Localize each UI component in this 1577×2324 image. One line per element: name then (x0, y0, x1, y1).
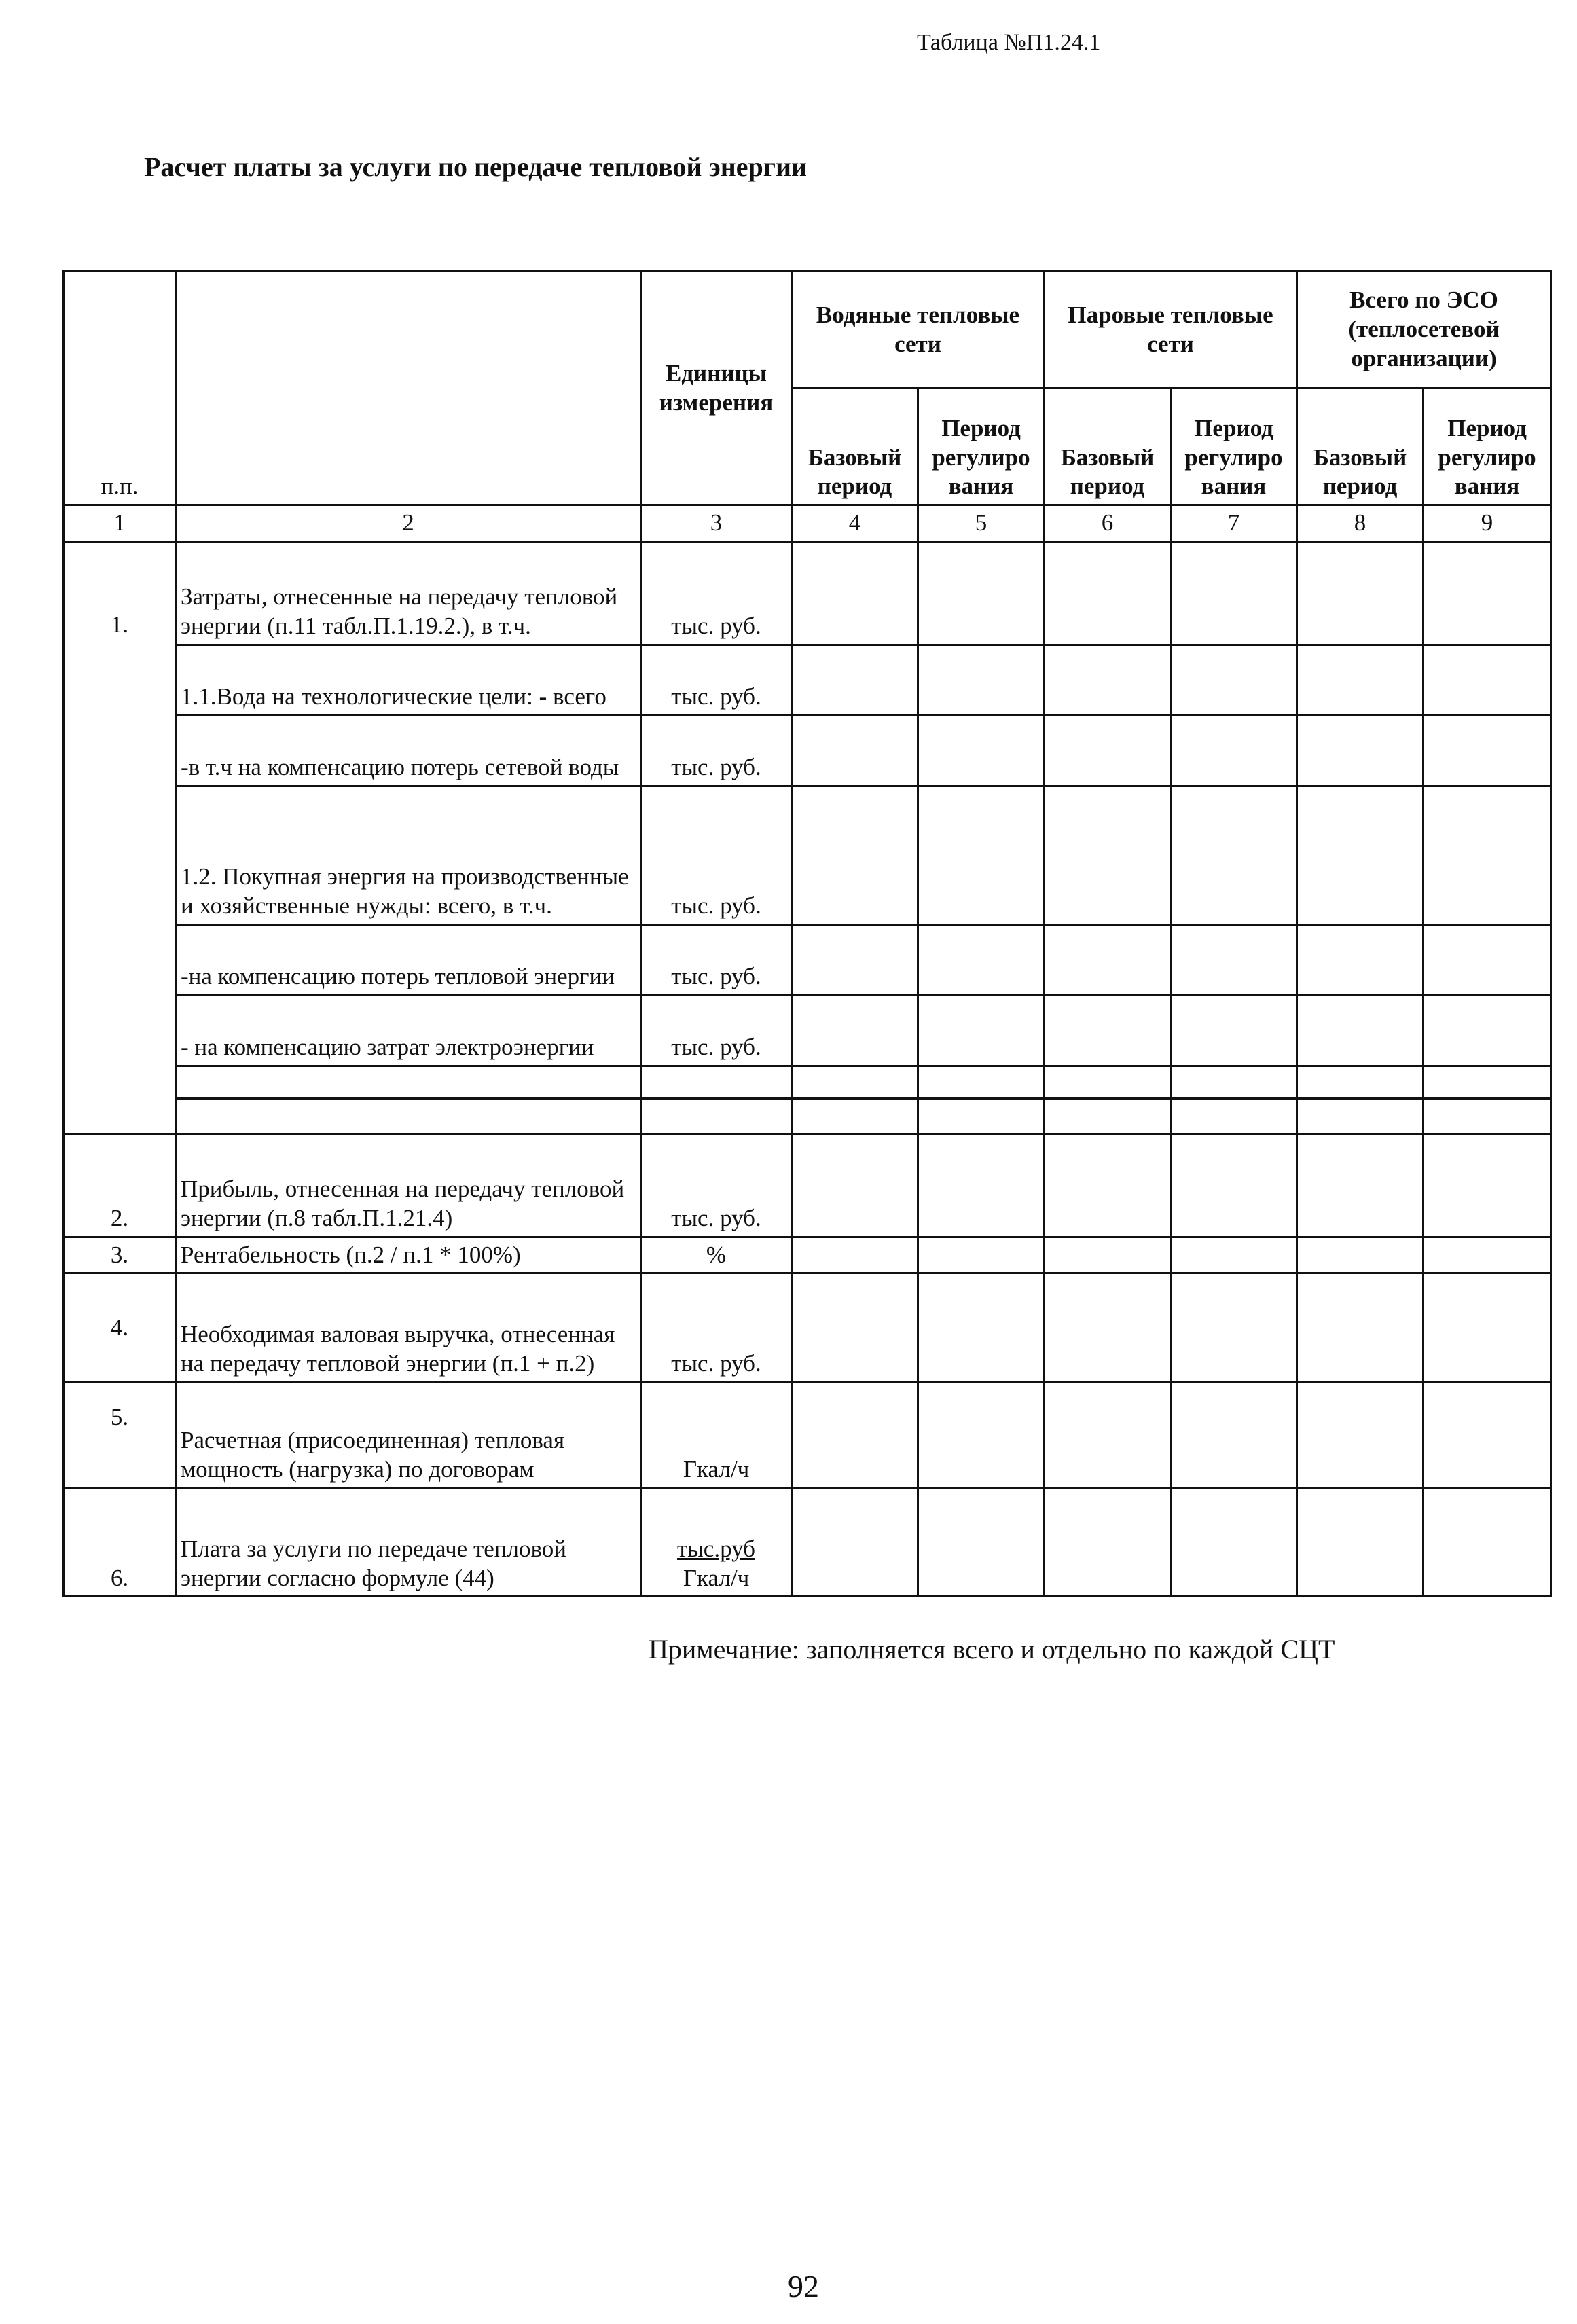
header-total-regulation: Период регулиро вания (1424, 388, 1551, 505)
row-name: Рентабельность (п.2 / п.1 * 100%) (176, 1237, 641, 1273)
table-row (64, 715, 1551, 786)
header-steam-base: Базовый период (1045, 388, 1171, 505)
row-number: 4. (64, 1273, 176, 1382)
row-name: - на компенсацию затрат электроэнергии (176, 995, 641, 1066)
col-number: 1 (64, 505, 176, 542)
row-unit: тыс. руб. (641, 924, 792, 995)
row-unit: тыс. руб. (641, 1273, 792, 1382)
table-label: Таблица №П1.24.1 (917, 30, 1101, 55)
page-number: 92 (788, 2269, 819, 2304)
row-name: 1.2. Покупная энергия на производственные и хозяйственные нужды: всего, в т.ч. (176, 786, 641, 924)
calc-table (62, 270, 1552, 1597)
col-number: 8 (1297, 505, 1424, 542)
header-steam-regulation: Период регулиро вания (1171, 388, 1297, 505)
col-number: 7 (1171, 505, 1297, 542)
row-number: 2. (64, 1133, 176, 1237)
table-row (64, 1237, 1551, 1273)
row-unit: тыс. руб. (641, 995, 792, 1066)
row-unit-fraction (641, 1488, 792, 1597)
row-unit: тыс. руб. (641, 715, 792, 786)
row-name: 1.1.Вода на технологические цели: - всего (176, 644, 641, 715)
unit-numerator: тыс.руб (677, 1536, 755, 1562)
table-row (64, 924, 1551, 995)
col-number: 5 (918, 505, 1045, 542)
col-number: 2 (176, 505, 641, 542)
col-number: 6 (1045, 505, 1171, 542)
table-row (64, 1273, 1551, 1382)
row-number: 6. (64, 1488, 176, 1597)
header-total-eso: Всего по ЭСО (теплосетевой организации) (1297, 272, 1551, 388)
table-row-empty (64, 1098, 1551, 1133)
header-pp: п.п. (64, 272, 176, 505)
row-name: Расчетная (присоединенная) тепловая мощность (нагрузка) по договорам (176, 1382, 641, 1488)
header-total-base: Базовый период (1297, 388, 1424, 505)
row-number: 1. (64, 541, 176, 1133)
table-row (64, 1488, 1551, 1597)
header-water-regulation: Период регулиро вания (918, 388, 1045, 505)
row-name: Затраты, отнесенные на передачу тепловой энергии (п.11 табл.П.1.19.2.), в т.ч. (176, 541, 641, 644)
row-name: -в т.ч на компенсацию потерь сетевой воды (176, 715, 641, 786)
table-row-empty (64, 1066, 1551, 1098)
row-unit: тыс. руб. (641, 786, 792, 924)
row-name: Плата за услуги по передаче тепловой энергии согласно формуле (44) (176, 1488, 641, 1597)
row-unit: тыс. руб. (641, 541, 792, 644)
row-unit: тыс. руб. (641, 644, 792, 715)
header-units: Единицы измерения (641, 272, 792, 505)
table-row (64, 1382, 1551, 1488)
header-water-base: Базовый период (792, 388, 918, 505)
table-row (64, 995, 1551, 1066)
table-row (64, 644, 1551, 715)
row-name: Прибыль, отнесенная на передачу тепловой энергии (п.8 табл.П.1.21.4) (176, 1133, 641, 1237)
table-row (64, 1133, 1551, 1237)
header-water-networks: Водяные тепловые сети (792, 272, 1045, 388)
col-number: 4 (792, 505, 918, 542)
row-name: -на компенсацию потерь тепловой энергии (176, 924, 641, 995)
row-number: 3. (64, 1237, 176, 1273)
footnote: Примечание: заполняется всего и отдельно по каждой СЦТ (649, 1634, 1335, 1665)
row-name: Необходимая валовая выручка, отнесенная на передачу тепловой энергии (п.1 + п.2) (176, 1273, 641, 1382)
page-title: Расчет платы за услуги по передаче тепловой энергии (144, 151, 808, 182)
row-unit: тыс. руб. (641, 1133, 792, 1237)
table-row (64, 541, 1551, 644)
unit-denominator: Гкал/ч (683, 1564, 750, 1591)
col-number: 3 (641, 505, 792, 542)
header-steam-networks: Паровые тепловые сети (1045, 272, 1297, 388)
row-number: 5. (64, 1382, 176, 1488)
row-unit: % (641, 1237, 792, 1273)
row-unit: Гкал/ч (641, 1382, 792, 1488)
header-name (176, 272, 641, 505)
table-row (64, 786, 1551, 924)
col-number: 9 (1424, 505, 1551, 542)
